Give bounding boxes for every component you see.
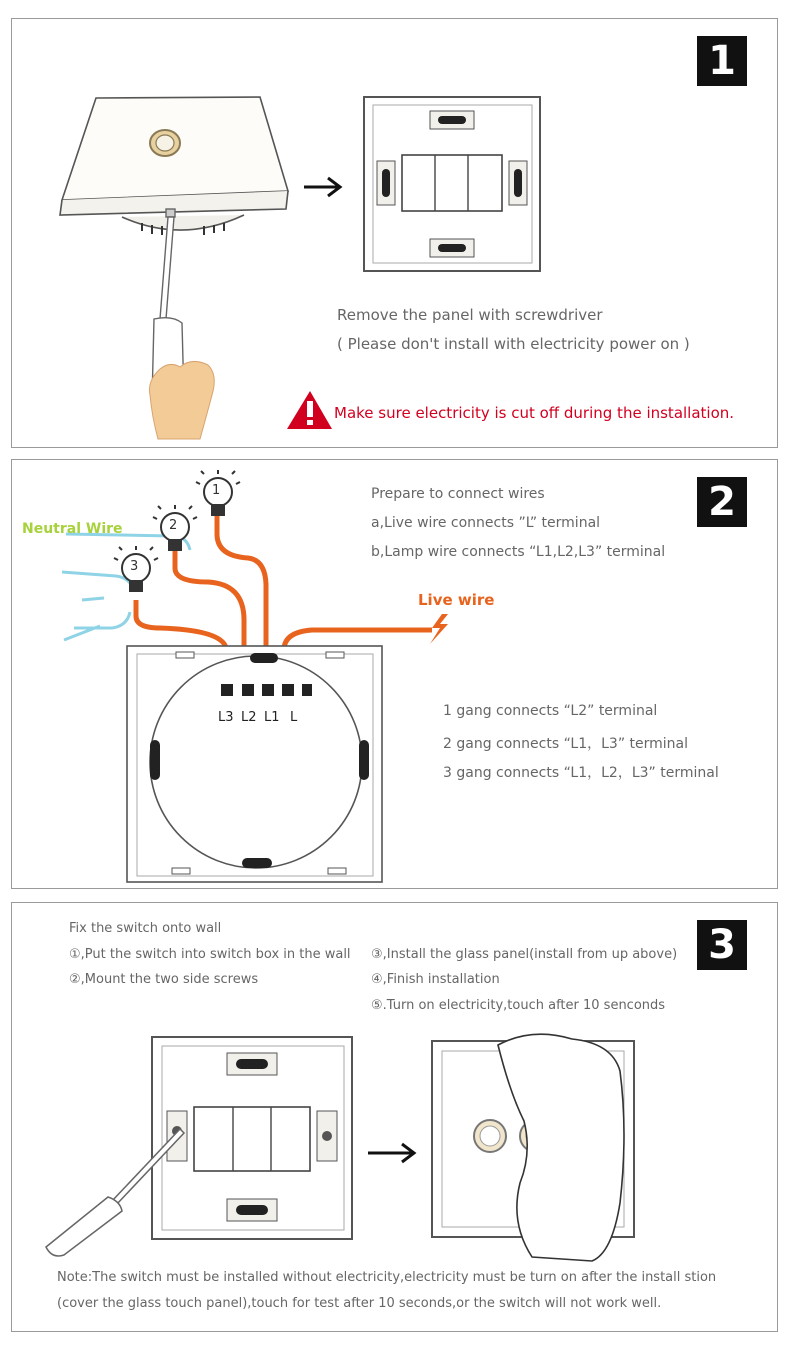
arrow-icon xyxy=(368,1144,414,1162)
step-1-caution: ( Please don't install with electricity power on ) xyxy=(337,335,690,353)
warning-icon xyxy=(287,391,332,429)
mounted-plate xyxy=(152,1037,352,1239)
lamp-2-label: 2 xyxy=(169,518,178,533)
step-number: 3 xyxy=(697,920,747,970)
step-item: ⑤.Turn on electricity,touch after 10 senconds xyxy=(371,998,666,1013)
step-item: ③,Install the glass panel(install from up above) xyxy=(371,947,678,962)
lamp-1-label: 1 xyxy=(212,483,221,498)
hand-icon xyxy=(149,361,214,439)
neutral-wire-label: Neutral Wire xyxy=(22,521,123,537)
wiring-intro: Prepare to connect wires xyxy=(371,486,545,502)
gang-instruction: 3 gang connects “L1，L2，L3” terminal xyxy=(443,765,719,781)
step-1-instruction: Remove the panel with screwdriver xyxy=(337,306,603,324)
live-wire-label: Live wire xyxy=(418,591,495,609)
step-1-panel xyxy=(11,18,778,448)
step-number: 2 xyxy=(697,477,747,527)
lightning-icon xyxy=(430,614,448,644)
step-2-panel xyxy=(11,459,778,889)
arrow-icon xyxy=(304,178,340,196)
terminal-label: L xyxy=(290,710,298,725)
step-3-panel xyxy=(11,902,778,1332)
step-3-title: Fix the switch onto wall xyxy=(69,921,222,936)
step-item: ①,Put the switch into switch box in the wall xyxy=(69,947,351,962)
step-number: 1 xyxy=(697,36,747,86)
wiring-step-b: b,Lamp wire connects “L1,L2,L3” terminal xyxy=(371,544,666,560)
step-item: ②,Mount the two side screws xyxy=(69,972,259,987)
back-plate xyxy=(364,97,540,271)
lamp-3-label: 3 xyxy=(130,559,139,574)
step-1-illustration xyxy=(12,19,777,447)
touch-button-ring xyxy=(150,130,180,156)
wiring-step-a: a,Live wire connects ”L” terminal xyxy=(371,515,601,531)
gang-instruction: 1 gang connects “L2” terminal xyxy=(443,703,658,719)
step-item: ④,Finish installation xyxy=(371,972,500,987)
terminal-label: L1 xyxy=(264,710,280,725)
gang-instruction: 2 gang connects “L1，L3” terminal xyxy=(443,736,689,752)
terminal-label: L2 xyxy=(241,710,257,725)
mounting-illustration xyxy=(12,903,777,1331)
note-line-2: (cover the glass touch panel),touch for test after 10 seconds,or the switch will not work well. xyxy=(57,1296,662,1311)
note-line-1: Note:The switch must be installed without electricity,electricity must be turn on after the install stion xyxy=(57,1270,717,1285)
switch-back-plate xyxy=(127,646,382,882)
terminal-label: L3 xyxy=(218,710,234,725)
warning-text: Make sure electricity is cut off during the installation. xyxy=(334,404,735,422)
